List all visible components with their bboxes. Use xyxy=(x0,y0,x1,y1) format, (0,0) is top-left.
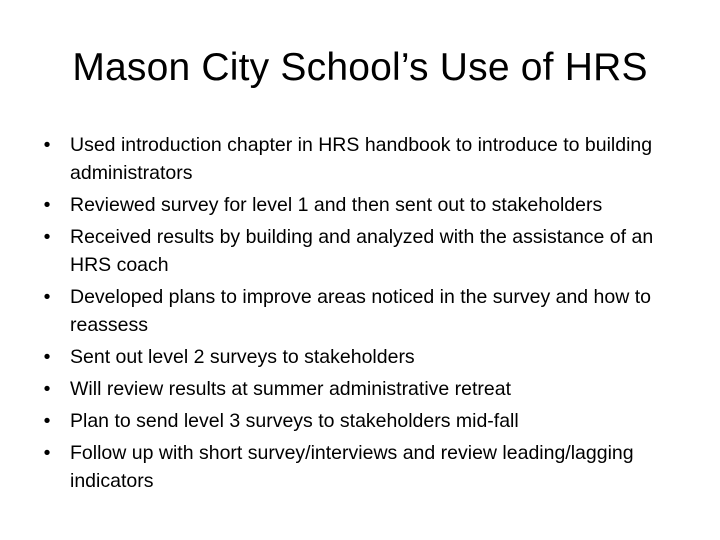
bullet-text: Will review results at summer administrative retreat xyxy=(70,378,512,400)
bullet-item xyxy=(36,439,696,495)
bullet-text: Used introduction chapter in HRS handbook to introduce to building administrators xyxy=(70,134,653,184)
bullet-text: Plan to send level 3 surveys to stakeholders mid-fall xyxy=(70,410,519,432)
slide-title: Mason City School’s Use of HRS xyxy=(72,46,648,89)
bullet-icon: • xyxy=(43,410,51,432)
bullet-text: Developed plans to improve areas noticed in the survey and how to reassess xyxy=(70,286,652,336)
bullet-text: Received results by building and analyzed with the assistance of an HRS coach xyxy=(70,226,654,276)
bullet-text: Follow up with short survey/interviews and review leading/lagging indicators xyxy=(70,442,634,492)
bullet-item xyxy=(36,131,696,187)
bullet-text: Reviewed survey for level 1 and then sent out to stakeholders xyxy=(70,194,603,216)
bullet-icon: • xyxy=(43,442,51,464)
bullet-item xyxy=(36,283,696,339)
bullet-list xyxy=(36,131,696,499)
bullet-item xyxy=(36,223,696,279)
bullet-item xyxy=(36,191,696,219)
bullet-icon: • xyxy=(43,378,51,400)
bullet-text: Sent out level 2 surveys to stakeholders xyxy=(70,346,415,368)
bullet-icon: • xyxy=(43,194,51,216)
bullet-item xyxy=(36,407,696,435)
bullet-item xyxy=(36,343,696,371)
bullet-icon: • xyxy=(43,286,51,308)
bullet-icon: • xyxy=(43,134,51,156)
bullet-icon: • xyxy=(43,226,51,248)
bullet-item xyxy=(36,375,696,403)
bullet-icon: • xyxy=(43,346,51,368)
